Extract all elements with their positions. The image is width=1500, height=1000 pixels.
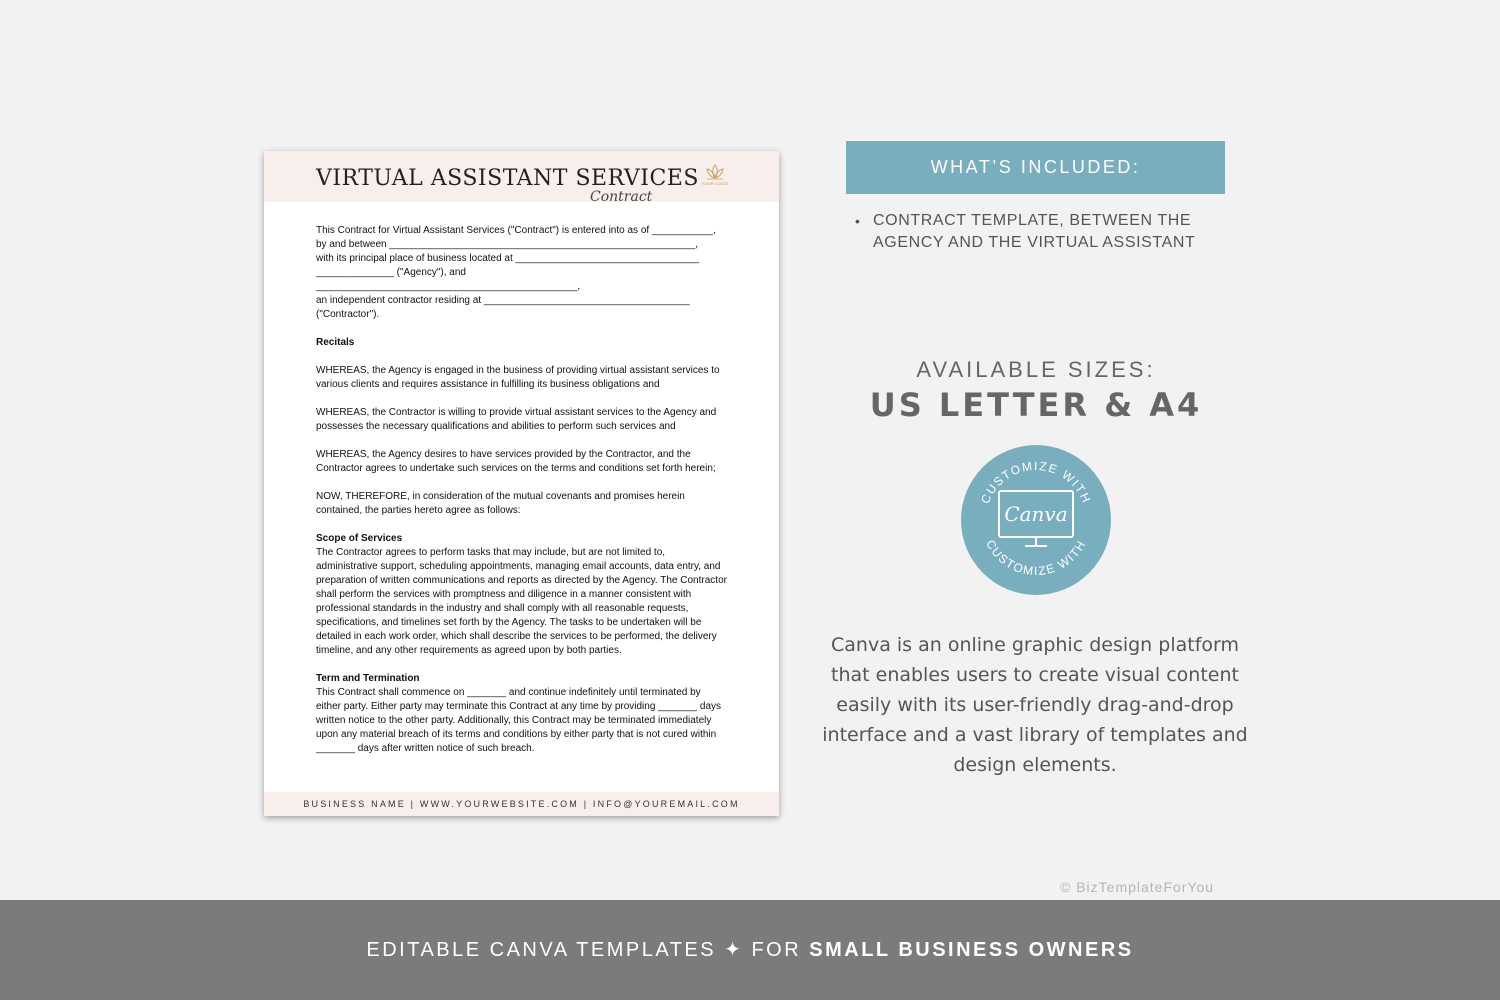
list-item [853, 210, 1233, 254]
lotus-icon [704, 163, 726, 181]
canva-description: Canva is an online graphic design platform that enables users to create visual content easily with its user-friendly drag-and-drop interface and a vast library of templates and design elements. [822, 634, 1248, 776]
term-paragraph: This Contract shall commence on _______ and continue indefinitely until terminated by either party. Either party may terminate this Contract at any time by providing _______ days written notice to the other party. Additionally, this Contract may be terminated immediately upon any material breach of its terms and conditions by either party that is not cured within _______ days after written notice of such breach. [316, 687, 722, 754]
badge-ring-text-top: CUSTOMIZE WITH [978, 458, 1094, 506]
included-list [853, 210, 1233, 254]
badge-graphic [961, 445, 1111, 595]
whereas-paragraph-1: WHEREAS, the Agency is engaged in the business of providing virtual assistant services to various clients and requires assistance in fulfilling its business obligations and [316, 365, 720, 390]
whats-included-banner: WHAT’S INCLUDED: [846, 141, 1225, 194]
bottom-tagline-bar [0, 900, 1500, 1000]
badge-ring-text-bottom: CUSTOMIZE WITH [983, 537, 1089, 579]
logo-text: YOUR LOGO [701, 181, 729, 186]
whereas-paragraph-3: WHEREAS, the Agency desires to have services provided by the Contractor, and the Contractor agrees to undertake such services on the terms and conditions set forth herein; [316, 449, 716, 474]
document-body [316, 224, 728, 770]
contract-intro: This Contract for Virtual Assistant Services ("Contract") is entered into as of ___________, by and between _______________________________________________________, with its principal place of business located at _________________________________ ______________ ("Agency"), and _______________________________________________, an independent contractor residing at _____________________________________ ("Contractor"). [316, 225, 716, 320]
scope-paragraph: The Contractor agrees to perform tasks that may include, but are not limited to, administrative support, scheduling appointments, managing email accounts, data entry, and preparation of written communications and reports as directed by the Agency. The Contractor shall perform the services with promptness and diligence in a manner consistent with professional standards in the industry and shall comply with all reasonable requests, specifications, and timelines set forth by the Agency. The tasks to be undertaken will be detailed in each work order, which shall describe the services to be performed, the delivery timeline, and any other requirements as agreed upon by both parties. [316, 547, 727, 656]
logo-placeholder [699, 163, 731, 191]
customize-with-canva-badge [961, 445, 1111, 595]
now-therefore-paragraph: NOW, THEREFORE, in consideration of the mutual covenants and promises herein contained, the parties hereto agree as follows: [316, 491, 685, 516]
scope-heading: Scope of Services [316, 533, 403, 544]
document-subtitle: Contract [590, 189, 653, 205]
whereas-paragraph-2: WHEREAS, the Contractor is willing to provide virtual assistant services to the Agency and possesses the necessary qualifications and abilities to perform such services and [316, 407, 717, 432]
bullet-icon: • [855, 213, 861, 229]
contract-document-preview [264, 151, 779, 816]
document-footer: BUSINESS NAME | WWW.YOURWEBSITE.COM | INFO@YOUREMAIL.COM [264, 792, 779, 816]
document-title: VIRTUAL ASSISTANT SERVICES [316, 166, 699, 191]
document-header [264, 151, 779, 205]
tagline-part-2: SMALL BUSINESS OWNERS [809, 939, 1134, 961]
badge-screen-text: Canva [1004, 502, 1068, 526]
recitals-heading: Recitals [316, 337, 355, 348]
included-item-text: CONTRACT TEMPLATE, BETWEEN THE AGENCY AND THE VIRTUAL ASSISTANT [873, 212, 1196, 251]
tagline-part-1: EDITABLE CANVA TEMPLATES ✦ FOR [366, 939, 810, 961]
copyright-credit: © BizTemplateForYou [1060, 879, 1215, 895]
available-sizes-value: US LETTER & A4 [869, 386, 1203, 424]
available-sizes-label: AVAILABLE SIZES: [916, 357, 1156, 382]
term-heading: Term and Termination [316, 673, 420, 684]
